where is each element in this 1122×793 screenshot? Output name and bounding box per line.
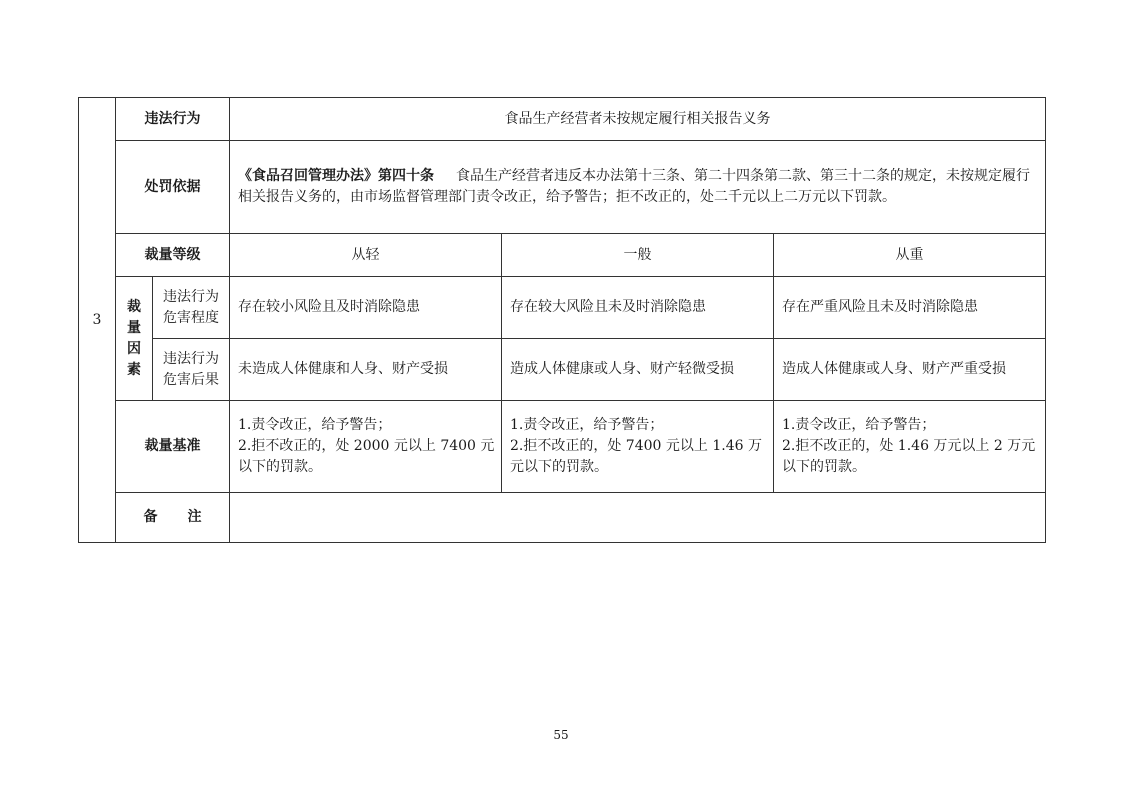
remarks-row [79, 493, 1046, 543]
page-number: 55 [553, 728, 569, 742]
standard-heavy: 1.责令改正，给予警告； 2.拒不改正的，处 1.46 万元以上 2 万元以下的罚款。 [774, 401, 1046, 493]
standard-light: 1.责令改正，给予警告； 2.拒不改正的，处 2000 元以上 7400 元以下的罚款。 [230, 401, 502, 493]
level-normal: 一般 [502, 234, 774, 277]
basis-row [79, 141, 1046, 234]
consequence-row [79, 339, 1046, 401]
levels-row [79, 234, 1046, 277]
factors-label: 裁 量 因 素 [116, 277, 153, 401]
basis-law-title: 《食品召回管理办法》第四十条 [238, 168, 434, 184]
item-number: 3 [92, 311, 102, 328]
consequence-light: 未造成人体健康和人身、财产受损 [230, 339, 502, 401]
item-number-cell [79, 98, 116, 543]
level-light: 从轻 [230, 234, 502, 277]
consequence-heavy: 造成人体健康或人身、财产严重受损 [774, 339, 1046, 401]
standard-label: 裁量基准 [116, 401, 230, 493]
degree-normal: 存在较大风险且未及时消除隐患 [502, 277, 774, 339]
consequence-label: 违法行为 危害后果 [153, 339, 230, 401]
violation-row [79, 98, 1046, 141]
basis-label: 处罚依据 [116, 141, 230, 234]
basis-text: 食品生产经营者违反本办法第十三条、第二十四条第二款、第三十二条的规定，未按规定履行相关报告义务的，由市场监督管理部门责令改正，给予警告；拒不改正的，处二千元以上二万元以下罚款。 [238, 168, 1030, 205]
standard-row [79, 401, 1046, 493]
standard-normal: 1.责令改正，给予警告； 2.拒不改正的，处 7400 元以上 1.46 万元以下的罚款。 [502, 401, 774, 493]
degree-row [79, 277, 1046, 339]
levels-label: 裁量等级 [116, 234, 230, 277]
degree-label: 违法行为 危害程度 [153, 277, 230, 339]
degree-light: 存在较小风险且及时消除隐患 [230, 277, 502, 339]
violation-label: 违法行为 [116, 98, 230, 141]
level-heavy: 从重 [774, 234, 1046, 277]
remarks-text [230, 493, 1046, 543]
basis-cell [230, 141, 1046, 234]
discretion-standard-table [78, 97, 1046, 543]
violation-text: 食品生产经营者未按规定履行相关报告义务 [230, 98, 1046, 141]
degree-heavy: 存在严重风险且未及时消除隐患 [774, 277, 1046, 339]
consequence-normal: 造成人体健康或人身、财产轻微受损 [502, 339, 774, 401]
remarks-label: 备 注 [116, 493, 230, 543]
